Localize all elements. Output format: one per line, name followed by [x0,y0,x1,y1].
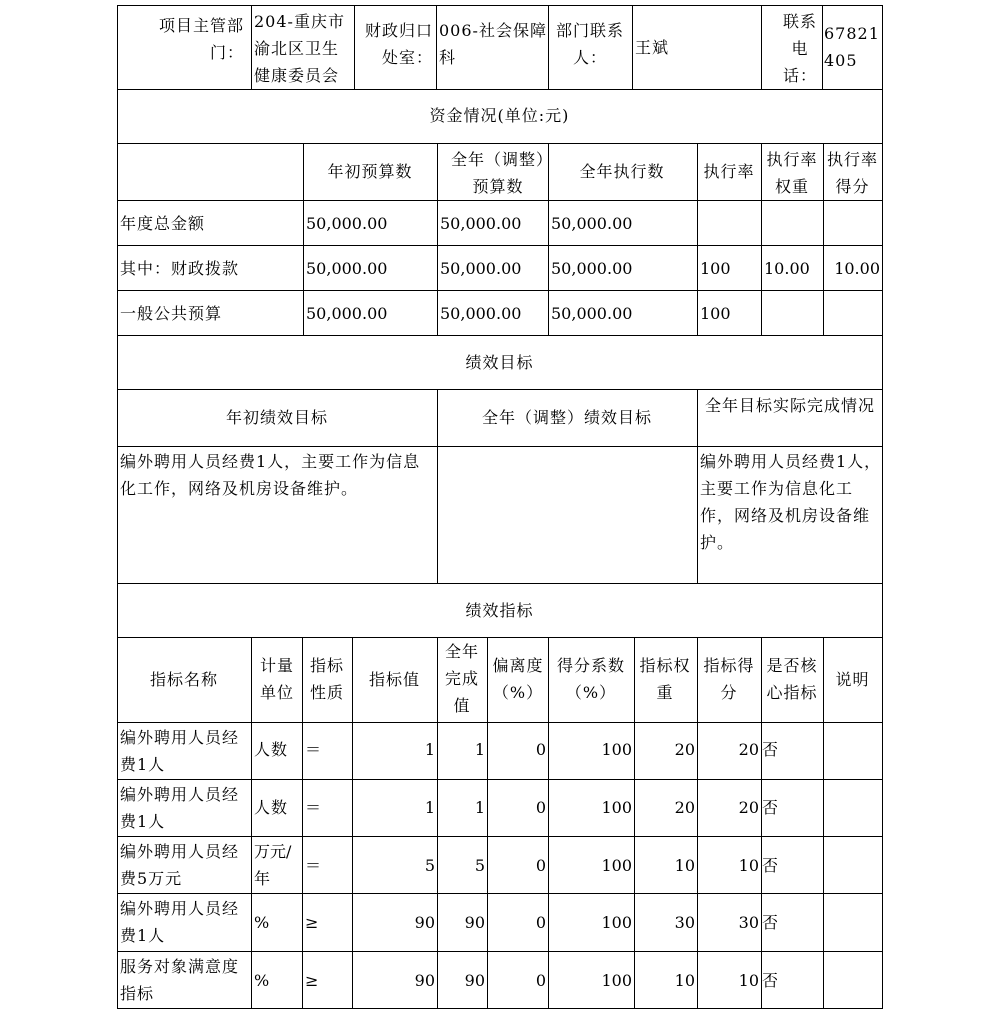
ind-row-coef: 100 [601,798,632,817]
funds-row-executed: 50,000.00 [551,259,633,278]
grid-line [117,446,883,447]
funds-col-score: 执行率得分 [826,150,878,196]
ind-col-actual: 全年完成值 [444,642,479,715]
grid-line [437,637,438,1009]
funds-row-adjusted: 50,000.00 [440,259,522,278]
grid-line [761,143,762,336]
ind-row-score: 30 [738,913,759,932]
grid-line [251,5,252,90]
grid-line [761,637,762,1009]
grid-line [437,389,438,584]
funds-row-label: 一般公共预算 [120,304,223,323]
grid-line [117,779,883,780]
ind-row-weight: 10 [674,856,695,875]
ind-row-weight: 10 [674,971,695,990]
grid-line [697,637,698,1009]
contact-label: 部门联系人： [555,21,624,67]
funds-row-budget: 50,000.00 [306,259,388,278]
funds-row-budget: 50,000.00 [306,214,388,233]
grid-line [823,143,824,336]
goals-col-adjusted: 全年（调整）绩效目标 [481,408,652,427]
funds-row-label: 年度总金额 [120,214,206,233]
ind-row-deviation: 0 [535,740,546,759]
funds-col-adjusted: 全年（调整）预算数 [450,150,545,196]
grid-line [761,5,762,90]
ind-col-coef: 得分系数（%） [556,656,625,702]
grid-line [117,89,883,90]
phone-value: 67821405 [824,24,880,70]
grid-line [117,836,883,837]
grid-line [548,143,549,336]
grid-line [117,389,883,390]
funds-row-weight: 10.00 [764,259,810,278]
ind-row-actual: 1 [474,798,485,817]
grid-line [303,143,304,336]
ind-row-note [823,909,882,937]
ind-row-coef: 100 [601,740,632,759]
funds-col-executed: 全年执行数 [579,162,665,181]
ind-row-core: 否 [762,740,780,759]
ind-row-coef: 100 [601,913,632,932]
ind-row-name: 编外聘用人员经费5万元 [120,842,240,888]
ind-row-note [823,736,882,764]
ind-row-core: 否 [762,856,780,875]
ind-row-nature: ＝ [305,740,323,759]
dept-value: 204-重庆市渝北区卫生健康委员会 [254,12,345,85]
ind-col-name: 指标名称 [149,670,218,689]
funds-row-executed: 50,000.00 [551,214,633,233]
funds-row-executed: 50,000.00 [551,304,633,323]
ind-row-deviation: 0 [535,856,546,875]
ind-row-core: 否 [762,798,780,817]
goals-section-title: 绩效目标 [465,353,534,372]
ind-row-nature: ≥ [305,971,320,990]
grid-line [117,143,883,144]
grid-line [822,5,823,90]
grid-line [117,335,883,336]
ind-row-target: 1 [424,798,435,817]
funds-row-label: 其中：财政拨款 [120,259,240,278]
funds-row-adjusted: 50,000.00 [440,304,522,323]
grid-line [302,637,303,1009]
ind-row-target: 90 [414,971,435,990]
ind-row-deviation: 0 [535,913,546,932]
goals-actual-text: 编外聘用人员经费1人，主要工作为信息化工作，网络及机房设备维护。 [700,452,882,552]
ind-row-weight: 20 [674,798,695,817]
goals-initial-text: 编外聘用人员经费1人，主要工作为信息化工作，网络及机房设备维护。 [120,452,421,498]
funds-col-rate: 执行率 [703,162,755,181]
funds-row-score [823,210,882,238]
ind-row-coef: 100 [601,856,632,875]
ind-row-nature: ＝ [305,798,323,817]
ind-row-unit: % [254,971,271,990]
grid-line [697,143,698,336]
ind-row-score: 20 [738,740,759,759]
ind-col-unit: 计量单位 [259,656,294,702]
ind-row-score: 10 [738,856,759,875]
funds-row-rate [697,210,761,238]
grid-line [117,722,883,723]
ind-row-nature: ≥ [305,913,320,932]
ind-row-target: 1 [424,740,435,759]
grid-line [117,5,883,6]
ind-row-note [823,794,882,822]
ind-row-name: 编外聘用人员经费1人 [120,899,240,945]
office-label: 财政归口处室： [364,21,433,67]
funds-section-title: 资金情况(单位:元) [429,106,570,125]
grid-line [632,5,633,90]
ind-col-target: 指标值 [368,670,420,689]
ind-col-note: 说明 [835,670,870,689]
ind-row-coef: 100 [601,971,632,990]
ind-col-weight: 指标权重 [639,656,691,702]
grid-line [548,637,549,1009]
dept-label: 项目主管部门： [158,16,244,62]
indicators-section-title: 绩效指标 [465,601,534,620]
funds-row-weight [761,300,823,328]
ind-row-nature: ＝ [305,856,323,875]
grid-line [117,245,883,246]
ind-col-score: 指标得分 [703,656,755,702]
phone-label: 联系电话： [782,12,817,85]
goals-col-initial: 年初绩效目标 [225,408,328,427]
ind-row-weight: 30 [674,913,695,932]
office-value: 006-社会保障科 [439,21,547,67]
grid-line [117,583,883,584]
ind-row-score: 10 [738,971,759,990]
grid-line [117,951,883,952]
grid-line [117,290,883,291]
ind-row-name: 编外聘用人员经费1人 [120,728,240,774]
ind-row-core: 否 [762,913,780,932]
grid-line [251,637,252,1009]
ind-row-unit: 人数 [254,740,289,759]
grid-line [823,637,824,1009]
grid-line [437,143,438,336]
funds-row-score: 10.00 [834,259,880,278]
ind-row-unit: 人数 [254,798,289,817]
grid-line [354,5,355,90]
grid-line [117,200,883,201]
ind-row-name: 服务对象满意度指标 [120,957,240,1003]
ind-row-note [823,852,882,880]
funds-row-weight [761,210,823,238]
ind-col-deviation: 偏离度（%） [492,656,544,702]
ind-row-unit: 万元/年 [254,842,292,888]
grid-line [436,5,437,90]
grid-line [487,637,488,1009]
funds-row-rate: 100 [700,259,731,278]
grid-line [697,389,698,584]
ind-col-core: 是否核心指标 [766,656,818,702]
funds-col-budget: 年初预算数 [327,162,413,181]
ind-row-actual: 5 [474,856,485,875]
ind-row-actual: 1 [474,740,485,759]
grid-line [117,637,883,638]
grid-line [882,5,883,1009]
ind-row-actual: 90 [464,913,485,932]
ind-row-deviation: 0 [535,798,546,817]
ind-row-name: 编外聘用人员经费1人 [120,785,240,831]
funds-row-adjusted: 50,000.00 [440,214,522,233]
ind-row-weight: 20 [674,740,695,759]
goals-adjusted-text [437,448,697,580]
funds-row-budget: 50,000.00 [306,304,388,323]
grid-line [117,1008,883,1009]
contact-value: 王斌 [635,38,670,57]
grid-line [117,893,883,894]
ind-row-core: 否 [762,971,780,990]
grid-line [634,637,635,1009]
ind-row-deviation: 0 [535,971,546,990]
funds-row-rate: 100 [700,304,731,323]
ind-row-actual: 90 [464,971,485,990]
goals-col-actual: 全年目标实际完成情况 [704,396,875,415]
grid-line [548,5,549,90]
ind-row-target: 90 [414,913,435,932]
ind-row-target: 5 [424,856,435,875]
ind-row-unit: % [254,913,271,932]
ind-row-note [823,967,882,995]
funds-row-score [823,300,882,328]
grid-line [117,5,118,1009]
funds-col-weight: 执行率权重 [766,150,818,196]
ind-row-score: 20 [738,798,759,817]
ind-col-nature: 指标性质 [309,656,344,702]
grid-line [352,637,353,1009]
